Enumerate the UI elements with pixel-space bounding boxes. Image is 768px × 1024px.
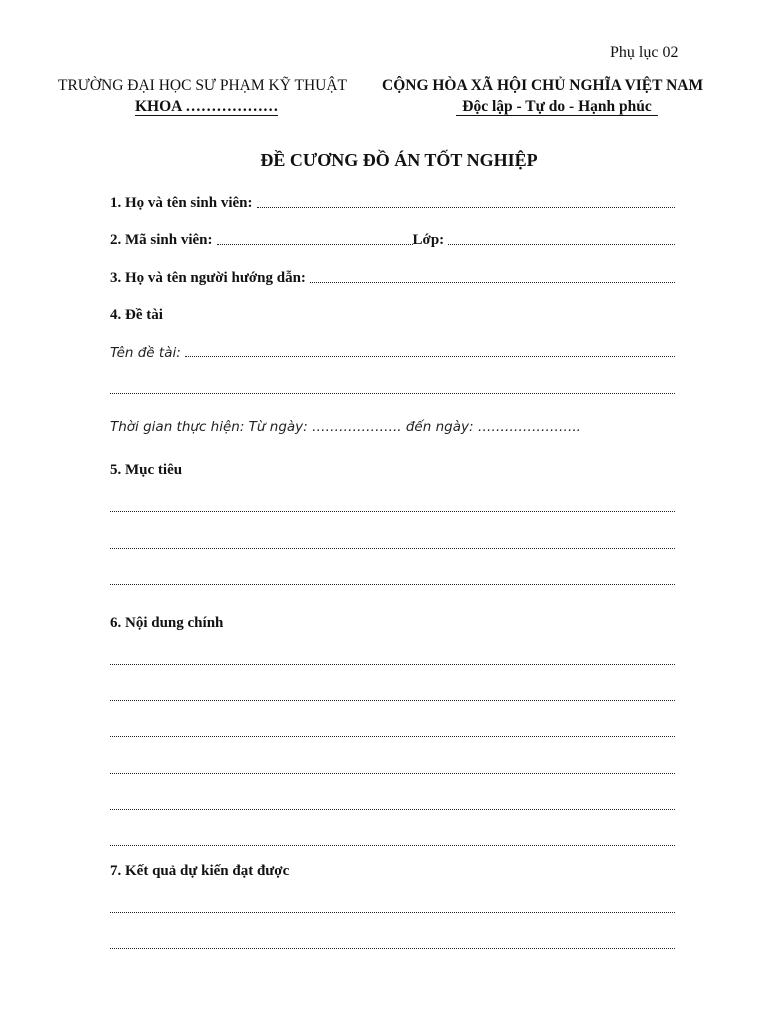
objectives-line[interactable]	[110, 533, 675, 553]
objectives-line[interactable]	[110, 496, 675, 516]
appendix-label: Phụ lục 02	[610, 44, 679, 61]
school-name: TRƯỜNG ĐẠI HỌC SƯ PHẠM KỸ THUẬT	[58, 77, 347, 94]
fill-line	[110, 584, 675, 585]
student-id-field[interactable]	[110, 229, 675, 249]
advisor-label: 3. Họ và tên người hướng dẫn:	[110, 270, 306, 286]
topic-name-line-2[interactable]	[110, 378, 675, 398]
content-heading-row	[110, 612, 675, 632]
country-name: CỘNG HÒA XÃ HỘI CHỦ NGHĨA VIỆT NAM	[382, 77, 704, 94]
fill-line	[110, 664, 675, 665]
faculty-name: KHOA ………………	[135, 98, 279, 115]
content-line[interactable]	[110, 794, 675, 814]
fill-line	[110, 511, 675, 512]
content-line[interactable]	[110, 721, 675, 741]
content-line[interactable]	[110, 685, 675, 705]
fill-line	[110, 393, 675, 394]
fill-line	[110, 736, 675, 737]
fill-line	[217, 244, 413, 245]
content-heading: 6. Nội dung chính	[110, 615, 224, 631]
fill-line	[110, 809, 675, 810]
results-heading: 7. Kết quả dự kiến đạt được	[110, 863, 290, 879]
objectives-line[interactable]	[110, 569, 675, 589]
student-id-label: 2. Mã sinh viên:	[110, 232, 213, 248]
advisor-field[interactable]	[110, 267, 675, 287]
topic-name-label: Tên đề tài:	[110, 345, 181, 361]
document-title: ĐỀ CƯƠNG ĐỒ ÁN TỐT NGHIỆP	[260, 150, 538, 170]
student-name-label: 1. Họ và tên sinh viên:	[110, 195, 253, 211]
results-line[interactable]	[110, 933, 675, 953]
content-line[interactable]	[110, 649, 675, 669]
fill-line	[257, 207, 675, 208]
duration-label: Thời gian thực hiện: Từ ngày: ……………….. đến ngày: …………………..	[110, 419, 581, 435]
student-name-field[interactable]	[110, 192, 675, 212]
objectives-heading: 5. Mục tiêu	[110, 462, 183, 478]
results-heading-row	[110, 860, 675, 880]
content-line[interactable]	[110, 758, 675, 778]
fill-line	[448, 244, 675, 245]
fill-line	[110, 773, 675, 774]
national-motto: Độc lập - Tự do - Hạnh phúc	[456, 98, 658, 116]
duration-field[interactable]	[110, 415, 675, 435]
results-line[interactable]	[110, 897, 675, 917]
fill-line	[110, 948, 675, 949]
topic-name-field[interactable]	[110, 341, 675, 361]
fill-line	[310, 282, 675, 283]
fill-line	[110, 700, 675, 701]
content-line[interactable]	[110, 830, 675, 850]
fill-line	[110, 912, 675, 913]
fill-line	[185, 356, 675, 357]
objectives-heading-row	[110, 459, 675, 479]
topic-heading: 4. Đề tài	[110, 307, 163, 323]
fill-line	[110, 845, 675, 846]
fill-line	[110, 548, 675, 549]
topic-heading-row	[110, 304, 675, 324]
class-label: Lớp:	[412, 232, 445, 248]
